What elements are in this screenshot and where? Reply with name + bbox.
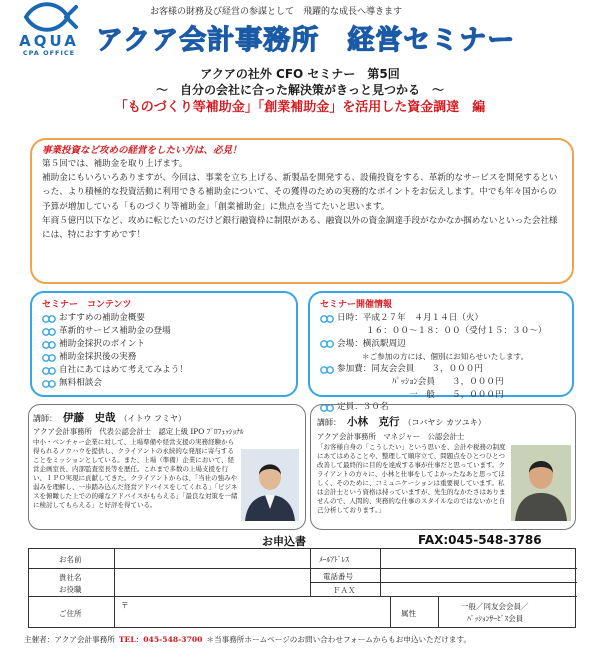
overview-heading: 事業投資など攻めの経営をしたい方は、必見！ — [42, 145, 242, 156]
lecturer-name-text: 小林 克行 — [347, 416, 400, 428]
event-date-text: 日時：平成２７年 ４月１４日（火） — [337, 313, 484, 323]
fee-type: 同友会会員 — [371, 364, 415, 375]
contents-heading: セミナー コンテンツ — [42, 300, 132, 310]
lecturer-bio: 中小・ベンチャー企業に対して、上場準備や経営支援の実務経験から得られるノウハウを提供し、クライアントの永続的な発展に寄与することをミッションとしている。また、上場（準備）企業において、経営企画室長、内部監査室長等を歴任。これまで多数の上場支援を行い、ＩＰＯ実現に貢献してきた。クライアントからは、「当社の強みや弱みを理解し、一歩踏み込んだ経営アドバイスをしてくれる」「ビジネスを俯瞰した上での的確なアドバイスがもらえる」「最良な対策を一緒に検討してもらえる」と好評を得ている。 — [33, 438, 238, 509]
lecturer-title: アクア会計事務所 代表公認会計士 認定上級 IPO ﾌﾟﾛﾌｪｯｼｮﾅﾙ — [33, 427, 244, 436]
lecturer-kana: （コバヤシ カツユキ） — [403, 418, 486, 427]
list-item — [42, 351, 286, 364]
footer — [24, 634, 584, 645]
event-fee — [320, 376, 562, 389]
footer-note: ＊当事務所ホームページのお問い合わせフォームからもお申込いただけます。 — [206, 635, 472, 644]
overview-paragraph: 年商５億円以下など、攻めに転じたいのだけど銀行融資枠に制限がある、融資以外の資金調達手段がなかなか掴めないといった会社様には、特におすすめです！ — [42, 215, 558, 241]
list-item-label: おすすめの補助金概要 — [59, 313, 146, 323]
form-label-cell — [29, 597, 115, 627]
seminar-subtitle: ～ 自分の会社に合った解決策がきっと見つかる ～ — [155, 83, 444, 97]
list-item — [42, 312, 286, 325]
phone-field[interactable] — [381, 569, 577, 583]
company-field[interactable] — [115, 569, 311, 597]
lecturer-name — [63, 410, 186, 425]
event-info-box — [308, 291, 574, 413]
address-label: ご住所 — [59, 609, 82, 618]
form-title: お申込書 — [262, 535, 306, 548]
list-item — [42, 338, 286, 351]
list-item-label: 革新的サービス補助金の登場 — [59, 326, 171, 336]
address-field[interactable] — [115, 597, 391, 627]
list-item-label: 無料相談会 — [59, 378, 102, 388]
fee-label: 参加費： — [337, 364, 372, 375]
fee-type: 一 般 — [409, 389, 435, 400]
form-fax: FAX:045-548-3786 — [418, 533, 542, 547]
postal-mark: 〒 — [121, 601, 129, 610]
bullet-icon — [320, 315, 334, 323]
name-label: お名前 — [59, 555, 82, 564]
form-label-cell — [391, 597, 439, 627]
logo-subtext: CPA OFFICE — [22, 49, 76, 57]
membership-option: ﾊﾟｯｼｮﾝｻｰﾋﾞｽ会員 — [467, 614, 524, 623]
lecturer-title: アクア会計事務所 マネジャー 公認会計士 — [317, 432, 465, 441]
seminar-theme: 「ものづくり等補助金」「創業補助金」を活用した資金調達 編 — [114, 100, 486, 115]
overview-box — [30, 138, 574, 284]
name-field[interactable] — [115, 549, 311, 569]
bullet-icon — [320, 340, 334, 348]
event-venue-text: 会場：横浜駅周辺 — [337, 338, 406, 349]
lecturer-card-ito — [28, 404, 306, 530]
bullet-icon — [42, 341, 56, 349]
lecturer-photo — [241, 449, 299, 521]
fish-logo-icon — [22, 2, 78, 32]
lecturer-photo — [511, 445, 571, 521]
bullet-icon — [320, 366, 334, 374]
event-info-heading: セミナー開催情報 — [320, 300, 393, 310]
organizer: 主催者：アクア会計事務所 — [24, 635, 115, 644]
bullet-icon — [42, 315, 56, 323]
lecturer-name-text: 伊藤 史哉 — [63, 412, 116, 424]
event-time: １６：００～１８：００（受付１５：３０～） — [366, 326, 547, 336]
form-label-cell — [311, 569, 381, 583]
list-item — [42, 325, 286, 338]
event-fee — [320, 389, 562, 402]
overview-paragraph: 補助金にもいろいろありますが、今回は、事業を立ち上げる、新製品を開発する、設備投資をする、革新的なサービスを開発するといった、より積極的な投資活動に利用できる補助金について、その獲得のための実務的なポイントをお伝えします。中でも年々国からの予算が増加している「ものづくり等補助金」「創業補助金」に焦点を当てたいと思います。 — [42, 173, 558, 212]
form-label-cell — [29, 569, 115, 597]
form-label-cell — [311, 549, 381, 569]
fax-field[interactable] — [381, 583, 577, 597]
bullet-icon — [42, 354, 56, 362]
bullet-icon — [42, 328, 56, 336]
bullet-icon — [42, 367, 56, 375]
lecturer-role: 講師： — [33, 414, 57, 423]
form-label-cell — [29, 549, 115, 569]
list-item — [42, 377, 286, 390]
fee-amount: ５，０００円 — [452, 389, 504, 400]
membership-option: 一般／同友会会員／ — [461, 602, 529, 611]
phone-number: TEL：045-548-3700 — [118, 635, 203, 644]
fee-type: ﾊﾟｯｼｮﾝ会員 — [392, 377, 435, 388]
event-capacity-text: 定員：３０名 — [337, 402, 389, 413]
event-venue — [320, 338, 562, 351]
membership-field[interactable] — [439, 597, 577, 627]
lecturer-name — [347, 414, 486, 429]
seminar-series: アクアの社外 CFO セミナー 第5回 — [200, 67, 400, 81]
email-field[interactable] — [381, 549, 577, 569]
logo — [14, 2, 84, 62]
person-photo-icon — [511, 445, 571, 521]
logo-text: AQUA — [19, 32, 79, 50]
lecturer-role: 講師： — [317, 418, 341, 427]
tagline: お客様の財務及び経営の参謀として 飛躍的な成長へ導きます — [150, 7, 403, 17]
company-label: 貴社名 — [59, 573, 82, 582]
list-item-label: 補助金採択のポイント — [59, 339, 145, 349]
list-item-label: 自社にあてはめて考えてみよう！ — [59, 365, 188, 375]
form-label-cell — [311, 583, 381, 597]
list-item-label: 補助金採択後の実務 — [59, 352, 137, 362]
contents-box — [30, 291, 298, 397]
fee-amount: ３，０００円 — [431, 364, 483, 375]
lecturer-card-kobayashi — [310, 404, 576, 530]
phone-label: 電話番号 — [323, 572, 353, 581]
seminar-intro — [0, 66, 600, 117]
position-label: お役職 — [59, 585, 82, 594]
membership-label: 属性 — [401, 609, 416, 618]
overview-paragraph: 第５回では、補助金を取り上げます。 — [42, 159, 188, 169]
header — [0, 0, 600, 64]
lecturer-kana: （イトウ フミヤ） — [119, 414, 187, 423]
email-label: ﾒｰﾙｱﾄﾞﾚｽ — [319, 555, 349, 564]
lecturer-bio: 「お客様自身の「こうしたい」という思いを、会計や税務の制度にあてはめることや、整理して順序立て、問題点をひとつひとつ改善して最終的に目的を達成する事が仕事だと思っています。クライアントの方々に、小林と仕事をしてよかったなあと思ってほしく、そのために、コミュニケーションは重要視しています。私は会計士という資格は持っていますが、先生的なかたさはありませんので、人間的、実務的な仕事のスタイルなのではないかと自己分析しております。」 — [317, 443, 506, 514]
bullet-icon — [42, 380, 56, 388]
list-item — [42, 364, 286, 377]
fee-amount: ３，０００円 — [452, 377, 504, 388]
application-form — [28, 548, 576, 628]
event-fee — [320, 363, 562, 376]
venue-note: ＊ご参加の方には、個別にお知らせいたします。 — [362, 351, 529, 361]
page-title: アクア会計事務所 経営セミナー — [96, 25, 516, 56]
fax-label: ＦＡＸ — [333, 586, 356, 595]
event-date — [320, 312, 562, 325]
person-photo-icon — [241, 449, 299, 521]
